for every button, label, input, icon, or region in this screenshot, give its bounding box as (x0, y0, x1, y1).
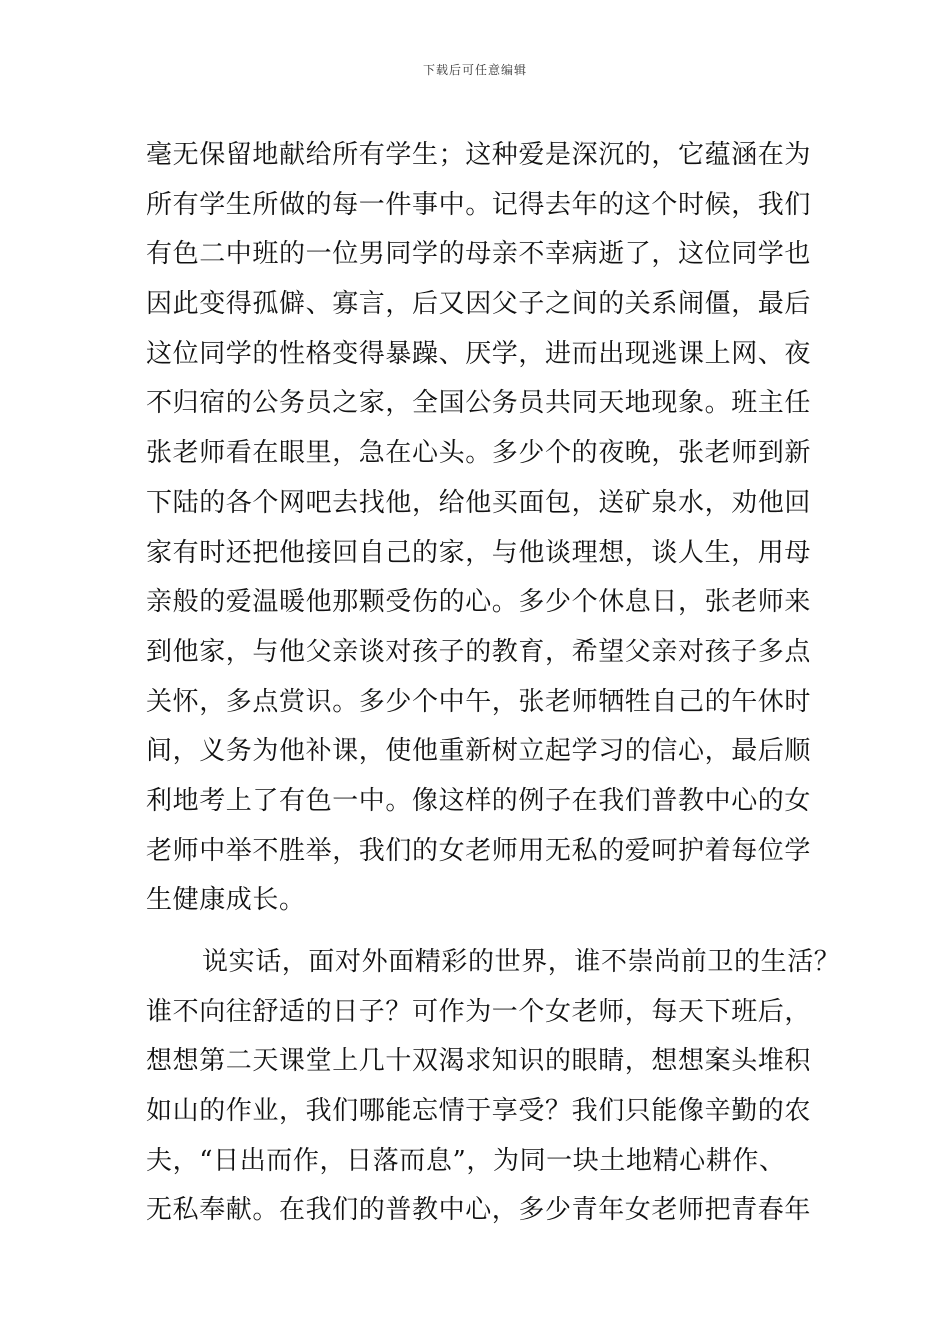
paragraph-2 (146, 938, 846, 1236)
document-body (146, 131, 846, 1236)
text-line: 亲般的爱温暖他那颗受伤的心。多少个休息日，张老师来 (146, 587, 812, 618)
text-line: 毫无保留地献给所有学生；这种爱是深沉的，它蕴涵在为 (146, 140, 812, 170)
text-line: 这位同学的性格变得暴躁、厌学，进而出现逃课上网、夜 (146, 338, 812, 369)
text-line: 无私奉献。在我们的普教中心，多少青年女老师把青春年 (146, 1195, 812, 1226)
text-line: 说实话，面对外面精彩的世界，谁不崇尚前卫的生活？ (202, 947, 841, 977)
text-line: 老师中举不胜举，我们的女老师用无私的爱呵护着每位学 (146, 835, 812, 866)
text-line: 下陆的各个网吧去找他，给他买面包，送矿泉水，劝他回 (146, 487, 812, 518)
text-line: 谁不向往舒适的日子？可作为一个女老师，每天下班后， (146, 996, 812, 1027)
text-line: 到他家，与他父亲谈对孩子的教育，希望父亲对孩子多点 (146, 636, 812, 667)
text-line: 不归宿的公务员之家，全国公务员共同天地现象。班主任 (146, 388, 812, 419)
text-line: 夫，“日出而作，日落而息”，为同一块土地精心耕作、 (146, 1145, 786, 1176)
paragraph-spacer (146, 926, 846, 938)
text-line: 利地考上了有色一中。像这样的例子在我们普教中心的女 (146, 785, 812, 816)
text-line: 间，义务为他补课，使他重新树立起学习的信心，最后顺 (146, 736, 812, 767)
text-line: 有色二中班的一位男同学的母亲不幸病逝了，这位同学也 (146, 239, 812, 270)
text-line: 张老师看在眼里，急在心头。多少个的夜晚，张老师到新 (146, 438, 812, 469)
text-line: 所有学生所做的每一件事中。记得去年的这个时候，我们 (146, 189, 812, 220)
text-line: 想想第二天课堂上几十双渴求知识的眼睛，想想案头堆积 (146, 1046, 812, 1077)
text-line: 生健康成长。 (146, 885, 306, 916)
text-line: 因此变得孤僻、寡言，后又因父子之间的关系闹僵，最后 (146, 289, 812, 320)
page-header: 下载后可任意编辑 (422, 63, 527, 77)
text-line: 家有时还把他接回自己的家，与他谈理想，谈人生，用母 (146, 537, 812, 568)
paragraph-1 (146, 131, 846, 926)
text-line: 如山的作业，我们哪能忘情于享受？我们只能像辛勤的农 (146, 1096, 812, 1127)
text-line: 关怀，多点赏识。多少个中午，张老师牺牲自己的午休时 (146, 686, 812, 717)
